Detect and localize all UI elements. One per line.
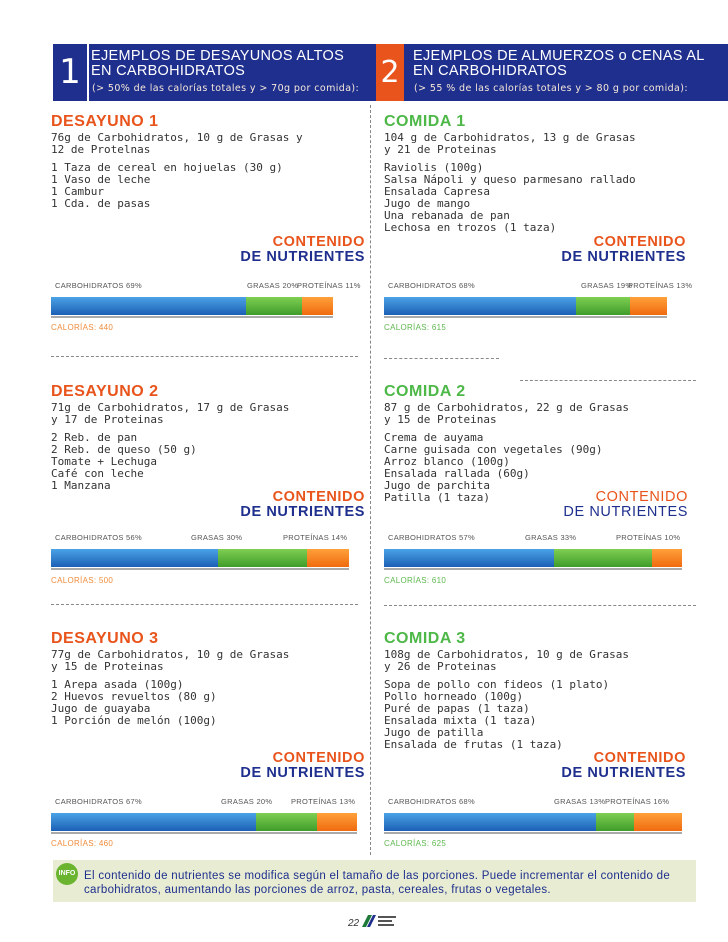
section-divider <box>384 605 696 606</box>
contenido-line2: DE NUTRIENTES <box>240 504 365 520</box>
food-item: 2 Reb. de queso (50 g) <box>51 443 197 456</box>
contenido-line1: CONTENIDO <box>272 234 365 250</box>
section-divider <box>51 356 358 357</box>
carbs-label: CARBOHIDRATOS 67% <box>55 797 142 806</box>
fats-segment <box>256 813 317 831</box>
food-item: Arroz blanco (100g) <box>384 455 510 468</box>
proteins-segment <box>630 297 667 315</box>
nutrient-content-heading <box>563 490 688 520</box>
bar-baseline <box>51 568 349 570</box>
fats-label: GRASAS 13% <box>554 797 606 806</box>
calories-label: CALORÍAS: 460 <box>51 839 114 848</box>
macro-summary-line: 76g de Carbohidratos, 10 g de Grasas y <box>51 131 303 144</box>
info-note-text: El contenido de nutrientes se modifica según el tamaño de las porciones. Puede incrementar el contenido de carbohidratos, aumentando las porciones de arroz, pasta, cereales, frutas o vegetales. <box>84 870 671 896</box>
lunch-header-subtitle: (> 55 % de las calorías totales y > 80 g por comida): <box>414 83 688 94</box>
contenido-line2: DE NUTRIENTES <box>561 765 686 781</box>
column-divider <box>370 105 371 855</box>
publisher-logo-icon <box>362 914 398 928</box>
macro-summary-line: y 26 de Proteinas <box>384 660 497 673</box>
macro-summary-line: 87 g de Carbohidratos, 22 g de Grasas <box>384 401 630 414</box>
food-item: 1 Cambur <box>51 185 104 198</box>
meal-title: COMIDA 3 <box>384 630 466 647</box>
nutrient-content-heading <box>240 751 365 781</box>
bar-baseline <box>51 832 357 834</box>
proteins-label: PROTEÍNAS 13% <box>291 797 356 806</box>
nutrient-labels <box>55 533 362 543</box>
meal-title: DESAYUNO 1 <box>51 113 159 130</box>
lunch-header-title-line1: EJEMPLOS DE ALMUERZOS o CENAS AL <box>413 48 705 64</box>
proteins-segment <box>634 813 682 831</box>
fats-segment <box>218 549 307 567</box>
proteins-segment <box>307 549 349 567</box>
nutrient-bar <box>51 297 333 315</box>
food-item: 1 Vaso de leche <box>51 173 151 186</box>
fats-label: GRASAS 20% <box>221 797 273 806</box>
meal-title: DESAYUNO 3 <box>51 630 159 647</box>
contenido-line1: CONTENIDO <box>593 234 686 250</box>
bar-baseline <box>384 316 667 318</box>
food-item: Crema de auyama <box>384 431 484 444</box>
food-item: 1 Manzana <box>51 479 111 492</box>
food-item: 1 Arepa asada (100g) <box>51 678 184 691</box>
contenido-line2: DE NUTRIENTES <box>563 504 688 520</box>
food-item: Jugo de patilla <box>384 726 484 739</box>
macro-summary-line: 12 de Protelnas <box>51 143 151 156</box>
carbs-segment <box>384 297 576 315</box>
fats-segment <box>576 297 630 315</box>
food-item: Tomate + Lechuga <box>51 455 157 468</box>
food-item: 2 Reb. de pan <box>51 431 138 444</box>
fats-label: GRASAS 20% <box>247 281 299 290</box>
proteins-label: PROTEÍNAS 13% <box>628 281 693 290</box>
food-item: Sopa de pollo con fideos (1 plato) <box>384 678 610 691</box>
meal-1 <box>384 113 724 234</box>
contenido-line1: CONTENIDO <box>272 750 365 766</box>
carbs-segment <box>51 549 218 567</box>
fats-segment <box>596 813 635 831</box>
meal-3 <box>384 630 724 751</box>
contenido-line2: DE NUTRIENTES <box>240 249 365 265</box>
nutrient-bar <box>51 813 357 831</box>
contenido-line1: CONTENIDO <box>595 489 688 505</box>
nutrient-bar <box>384 813 682 831</box>
bar-baseline <box>384 568 682 570</box>
food-item: 2 Huevos revueltos (80 g) <box>51 690 217 703</box>
macro-summary-line: 104 g de Carbohidratos, 13 g de Grasas <box>384 131 636 144</box>
calories-label: CALORÍAS: 500 <box>51 576 114 585</box>
breakfast-header-title-line1: EJEMPLOS DE DESAYUNOS ALTOS <box>91 48 345 64</box>
carbs-segment <box>384 813 596 831</box>
nutrient-bar <box>51 549 349 567</box>
food-item: Una rebanada de pan <box>384 209 510 222</box>
fats-label: GRASAS 19% <box>581 281 633 290</box>
header-band <box>53 44 728 101</box>
section-number-1: 1 <box>59 52 81 92</box>
food-item: Patilla (1 taza) <box>384 491 490 504</box>
fats-label: GRASAS 33% <box>525 533 577 542</box>
contenido-line2: DE NUTRIENTES <box>240 765 365 781</box>
food-item: Jugo de mango <box>384 197 471 210</box>
fats-segment <box>246 297 302 315</box>
proteins-segment <box>317 813 357 831</box>
meal-title: DESAYUNO 2 <box>51 383 159 400</box>
section-divider <box>51 604 358 605</box>
proteins-label: PROTEÍNAS 10% <box>616 533 681 542</box>
macro-summary-line: y 17 de Proteinas <box>51 413 164 426</box>
contenido-line1: CONTENIDO <box>593 750 686 766</box>
macro-summary-line: y 15 de Proteinas <box>384 413 497 426</box>
carbs-segment <box>51 297 246 315</box>
fats-segment <box>554 549 652 567</box>
meal-title: COMIDA 2 <box>384 383 466 400</box>
food-item: Jugo de parchita <box>384 479 490 492</box>
calories-label: CALORÍAS: 625 <box>384 839 447 848</box>
proteins-label: PROTEÍNAS 11% <box>297 281 361 290</box>
breakfast-header-subtitle: (> 50% de las calorías totales y > 70g por comida): <box>92 83 360 94</box>
meal-2 <box>384 383 724 504</box>
header-divider <box>87 44 89 101</box>
food-item: 1 Taza de cereal en hojuelas (30 g) <box>51 161 283 174</box>
calories-label: CALORÍAS: 440 <box>51 323 114 332</box>
food-item: 1 Cda. de pasas <box>51 197 151 210</box>
carbs-label: CARBOHIDRATOS 68% <box>388 797 475 806</box>
bar-baseline <box>384 832 682 834</box>
food-item: Ensalada rallada (60g) <box>384 467 530 480</box>
food-item: Puré de papas (1 taza) <box>384 702 530 715</box>
nutrient-content-heading <box>240 235 365 265</box>
proteins-label: PROTEÍNAS 14% <box>283 533 348 542</box>
food-item: Jugo de guayaba <box>51 702 151 715</box>
food-item: Ensalada mixta (1 taza) <box>384 714 537 727</box>
page-number: 22 <box>348 918 360 929</box>
nutrient-bar <box>384 297 667 315</box>
contenido-line2: DE NUTRIENTES <box>561 249 686 265</box>
contenido-line1: CONTENIDO <box>272 489 365 505</box>
lunch-header-title-line2: EN CARBOHIDRATOS <box>413 63 568 79</box>
nutrient-content-heading <box>561 235 686 265</box>
nutrient-labels <box>388 797 708 807</box>
meal-title: COMIDA 1 <box>384 113 466 130</box>
proteins-label: PROTEÍNAS 16% <box>605 797 670 806</box>
carbs-label: CARBOHIDRATOS 68% <box>388 281 475 290</box>
carbs-segment <box>51 813 256 831</box>
food-item: Café con leche <box>51 467 144 480</box>
nutrient-labels <box>55 281 362 291</box>
fats-label: GRASAS 30% <box>191 533 243 542</box>
food-item: Ensalada Capresa <box>384 185 490 198</box>
nutrient-labels <box>388 281 708 291</box>
food-item: Raviolis (100g) <box>384 161 484 174</box>
macro-summary-line: y 21 de Proteinas <box>384 143 497 156</box>
info-icon: INFO <box>56 863 78 885</box>
macro-summary-line: 77g de Carbohidratos, 10 g de Grasas <box>51 648 290 661</box>
calories-label: CALORÍAS: 610 <box>384 576 447 585</box>
nutrient-bar <box>384 549 682 567</box>
food-item: Ensalada de frutas (1 taza) <box>384 738 563 751</box>
macro-summary-line: y 15 de Proteinas <box>51 660 164 673</box>
breakfast-header-title-line2: EN CARBOHIDRATOS <box>91 63 246 79</box>
nutrient-content-heading <box>240 490 365 520</box>
breakfast-3 <box>51 630 391 727</box>
food-item: Carne guisada con vegetales (90g) <box>384 443 603 456</box>
carbs-label: CARBOHIDRATOS 57% <box>388 533 475 542</box>
macro-summary-line: 71g de Carbohidratos, 17 g de Grasas <box>51 401 290 414</box>
calories-label: CALORÍAS: 615 <box>384 323 447 332</box>
nutrient-content-heading <box>561 751 686 781</box>
food-item: Salsa Nápoli y queso parmesano rallado <box>384 173 636 186</box>
carbs-segment <box>384 549 554 567</box>
section-divider <box>520 380 696 381</box>
food-item: 1 Porción de melón (100g) <box>51 714 217 727</box>
bar-baseline <box>51 316 333 318</box>
proteins-segment <box>302 297 333 315</box>
breakfast-2 <box>51 383 391 492</box>
nutrient-labels <box>388 533 708 543</box>
food-item: Pollo horneado (100g) <box>384 690 524 703</box>
breakfast-1 <box>51 113 391 210</box>
food-item: Lechosa en trozos (1 taza) <box>384 221 557 234</box>
macro-summary-line: 108g de Carbohidratos, 10 g de Grasas <box>384 648 630 661</box>
section-divider <box>384 358 499 359</box>
proteins-segment <box>652 549 682 567</box>
section-number-2: 2 <box>380 55 400 90</box>
carbs-label: CARBOHIDRATOS 69% <box>55 281 142 290</box>
carbs-label: CARBOHIDRATOS 56% <box>55 533 142 542</box>
nutrient-labels <box>55 797 362 807</box>
